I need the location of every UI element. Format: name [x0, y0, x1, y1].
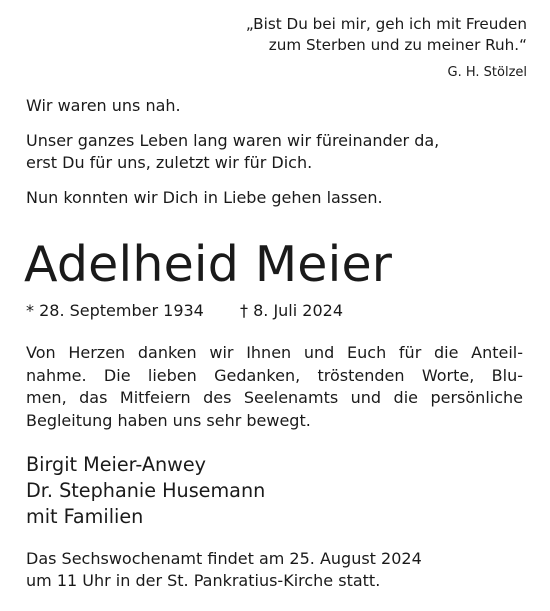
intro-line: Unser ganzes Leben lang waren wir füreinander da,: [26, 131, 440, 150]
thanks-paragraph: [26, 342, 523, 432]
death-date: † 8. Juli 2024: [240, 301, 343, 320]
intro-paragraph-1: [26, 95, 181, 117]
thanks-line: nahme. Die lieben Gedanken, tröstenden Worte, Blu-: [26, 365, 523, 385]
thanks-line: Begleitung haben uns sehr bewegt.: [26, 410, 311, 430]
intro-line: Wir waren uns nah.: [26, 96, 181, 115]
epigraph-quote: [246, 14, 527, 56]
memorial-service-notice: [26, 548, 422, 592]
signer-name: mit Familien: [26, 505, 144, 528]
intro-paragraph-2: [26, 130, 439, 174]
notice-line: Das Sechswochenamt findet am 25. August 2024: [26, 549, 422, 568]
signer-name: Dr. Stephanie Husemann: [26, 479, 266, 502]
intro-line: erst Du für uns, zuletzt wir für Dich.: [26, 153, 313, 172]
deceased-name: Adelheid Meier: [24, 236, 393, 293]
thanks-line: men, das Mitfeiern des Seelenamts und die persönliche: [26, 388, 523, 407]
intro-line: Nun konnten wir Dich in Liebe gehen lassen.: [26, 188, 383, 207]
signer-name: Birgit Meier-Anwey: [26, 453, 206, 476]
birth-date: * 28. September 1934: [26, 301, 204, 320]
quote-line: „Bist Du bei mir, geh ich mit Freuden: [245, 15, 527, 33]
notice-line: um 11 Uhr in der St. Pankratius-Kirche statt.: [26, 571, 381, 590]
intro-paragraph-3: [26, 187, 383, 209]
signers-block: [26, 452, 265, 530]
quote-author: G. H. Stölzel: [447, 65, 527, 80]
quote-line: zum Sterben und zu meiner Ruh.“: [268, 36, 527, 54]
life-dates: [26, 300, 526, 322]
thanks-line: Von Herzen danken wir Ihnen und Euch für die Anteil-: [26, 343, 523, 362]
